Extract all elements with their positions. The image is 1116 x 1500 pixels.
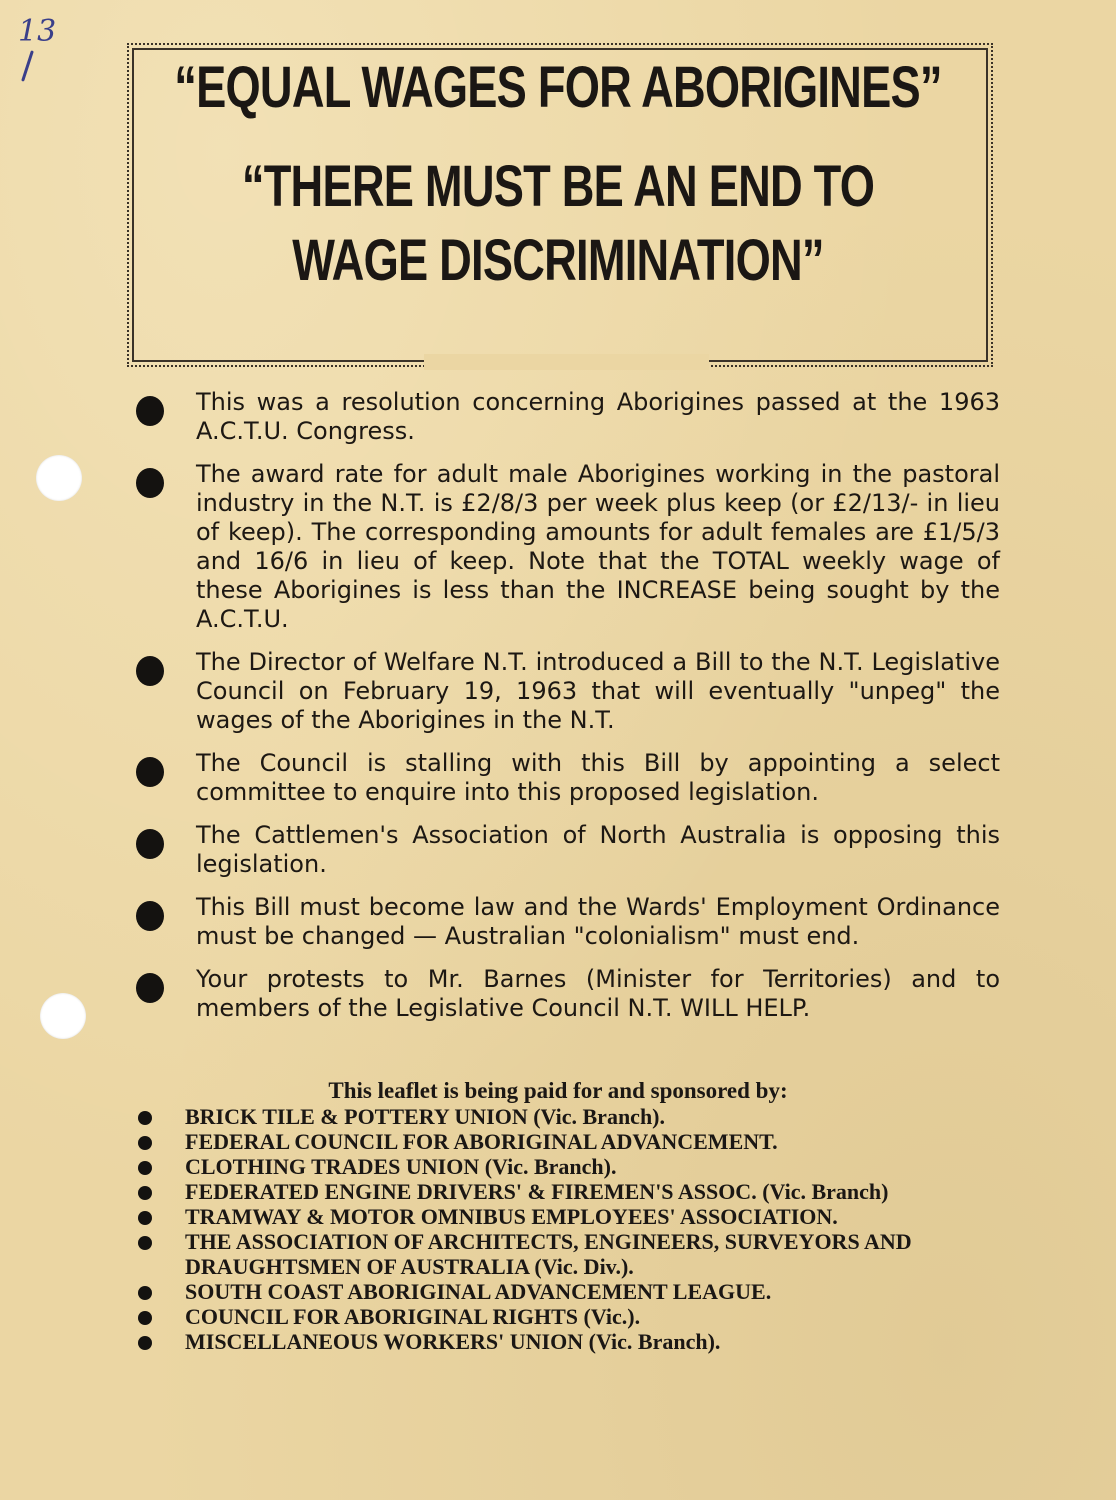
bullet-text: Your protests to Mr. Barnes (Minister for Territories) and to members of the Legislative Council N.T. WILL HELP. [196,965,1000,1022]
list-item [130,749,1000,807]
sponsor-name: SOUTH COAST ABORIGINAL ADVANCEMENT LEAGUE. [185,1279,772,1304]
bullet-dot-icon [136,656,164,686]
sponsor-name: FEDERATED ENGINE DRIVERS' & FIREMEN'S ASSOC. (Vic. Branch) [185,1179,889,1204]
list-item [130,893,1000,951]
bullet-dot-icon [136,757,164,787]
sponsor-heading: This leaflet is being paid for and sponsored by: [328,1078,788,1103]
bullet-list [130,388,1000,1037]
bullet-dot-icon [136,468,164,498]
headline-equal-wages: “EQUAL WAGES FOR ABORIGINES” [174,55,942,120]
bullet-dot-icon [138,1211,152,1225]
list-item [130,460,1000,634]
headline-line-3: WAGE DISCRIMINATION” [292,228,824,293]
sponsor-list [135,1104,1015,1354]
sponsor-name: COUNCIL FOR ABORIGINAL RIGHTS (Vic.). [185,1304,641,1329]
bullet-text: The Cattlemen's Association of North Australia is opposing this legislation. [196,821,1000,878]
bullet-text: The award rate for adult male Aborigines working in the pastoral industry in the N.T. is £2/8/3 per week plus keep (or £2/13/- in lieu of keep). The corresponding amounts for adult females are £1/5/3 and 16/6 in lieu of keep. Note that the TOTAL weekly wage of these Aborigines is less than the INCREASE being sought by the A.C.T.U. [196,460,1000,633]
bullet-dot-icon [138,1236,152,1250]
bullet-dot-icon [138,1311,152,1325]
sponsor-name: CLOTHING TRADES UNION (Vic. Branch). [185,1154,617,1179]
list-item [130,965,1000,1023]
headline-box-gap [424,354,709,370]
bullet-dot-icon [136,973,164,1003]
sponsor-name: THE ASSOCIATION OF ARCHITECTS, ENGINEERS, SURVEYORS AND DRAUGHTSMEN OF AUSTRALIA (Vic. Div.). [185,1229,912,1279]
list-item [135,1129,1015,1154]
list-item [135,1179,1015,1204]
bullet-dot-icon [138,1111,152,1125]
handwritten-page-number: 13 [18,14,57,49]
list-item [130,388,1000,446]
bullet-dot-icon [138,1186,152,1200]
list-item [135,1229,1015,1279]
list-item [135,1104,1015,1129]
list-item [135,1279,1015,1304]
bullet-dot-icon [136,829,164,859]
sponsor-name: FEDERAL COUNCIL FOR ABORIGINAL ADVANCEMENT. [185,1129,778,1154]
bullet-text: This was a resolution concerning Aborigines passed at the 1963 A.C.T.U. Congress. [196,388,1000,445]
bullet-dot-icon [136,901,164,931]
handwritten-pen-mark [21,50,34,81]
bullet-dot-icon [138,1286,152,1300]
bullet-dot-icon [138,1336,152,1350]
bullet-dot-icon [138,1136,152,1150]
sponsor-name: BRICK TILE & POTTERY UNION (Vic. Branch). [185,1104,666,1129]
headline-line-2: “THERE MUST BE AN END TO [241,154,875,219]
bullet-text: This Bill must become law and the Wards' Employment Ordinance must be changed — Australian "colonialism" must end. [196,893,1000,950]
punch-hole-bottom [40,993,86,1039]
bullet-text: The Director of Welfare N.T. introduced a Bill to the N.T. Legislative Council on February 19, 1963 that will eventually "unpeg" the wages of the Aborigines in the N.T. [196,648,1000,734]
bullet-text: The Council is stalling with this Bill by appointing a select committee to enquire into this proposed legislation. [196,749,1000,806]
list-item [135,1204,1015,1229]
sponsor-name: MISCELLANEOUS WORKERS' UNION (Vic. Branch). [185,1329,721,1354]
list-item [130,648,1000,735]
list-item [135,1329,1015,1354]
list-item [135,1154,1015,1179]
bullet-dot-icon [136,396,164,426]
headline-end-discrimination [123,150,993,298]
bullet-dot-icon [138,1161,152,1175]
punch-hole-top [36,455,82,501]
list-item [135,1304,1015,1329]
list-item [130,821,1000,879]
sponsor-name: TRAMWAY & MOTOR OMNIBUS EMPLOYEES' ASSOCIATION. [185,1204,838,1229]
